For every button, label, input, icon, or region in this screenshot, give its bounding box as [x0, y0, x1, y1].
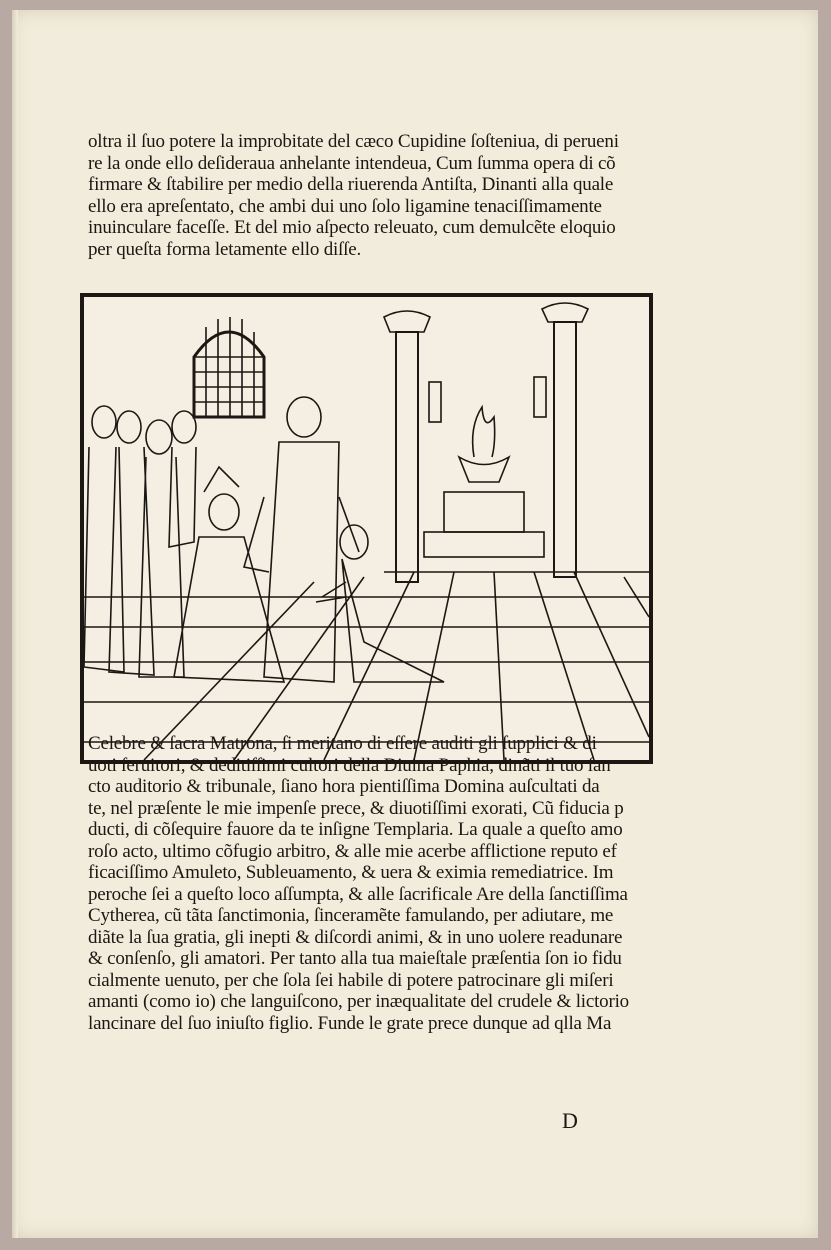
page-edge [12, 10, 18, 1238]
text-line: uoti ſeruitori, & deditiſſimi cultori della Diuina Paphia, dinãti il tuo ſan [88, 754, 611, 776]
text-line: peroche ſei a queſto loco aſſumpta, & alle ſacrificale Are della ſanctiſſima [88, 883, 628, 905]
top-text-block [88, 131, 668, 260]
text-line: cialmente uenuto, per che ſola ſei habile di potere patrocinare gli miſeri [88, 969, 614, 991]
text-line: te, nel præſente le mie impenſe prece, & diuotiſſimi exorati, Cũ fiducia p [88, 797, 624, 819]
temple-scene-illustration [84, 297, 649, 760]
text-line: Cytherea, cũ tãta ſanctimonia, ſinceramẽte famulando, per adiutare, me [88, 905, 614, 926]
text-line: & conſenſo, gli amatori. Per tanto alla tua maieſtale præſentia ſon io fidu [88, 948, 622, 969]
text-line: cto auditorio & tribunale, ſiano hora pientiſſima Domina auſcultati da [88, 776, 600, 797]
text-line: ducti, di cõſequire fauore da te inſigne Templaria. La quale a queſto amo [88, 819, 623, 840]
text-line: amanti (como io) che languiſcono, per inæqualitate del crudele & lictorio [88, 991, 629, 1012]
text-line: per queſta forma letamente ello diſſe. [88, 238, 362, 260]
text-line: ello era apreſentato, che ambi dui uno ſolo ligamine tenaciſſimamente [88, 195, 602, 217]
text-line: firmare & ſtabilire per medio della riuerenda Antiſta, Dinanti alla quale [88, 174, 614, 195]
text-line: lancinare del ſuo iniuſto figlio. Funde le grate prece dunque ad qlla Ma [88, 1012, 612, 1034]
bottom-text-block [88, 733, 668, 1034]
woodcut-illustration [80, 293, 653, 764]
text-line: oltra il ſuo potere la improbitate del cæco Cupidine ſoſteniua, di perueni [88, 131, 619, 152]
text-line: re la onde ello deſideraua anhelante intendeua, Cum ſumma opera di cõ [88, 152, 616, 174]
text-line: roſo acto, ultimo cõfugio arbitro, & alle mie acerbe afflictione reputo ef [88, 840, 617, 862]
text-line: ficaciſſimo Amuleto, Subleuamento, & uera & eximia remediatrice. Im [88, 862, 614, 883]
text-line: Celebre & ſacra Matrona, ſi meritano di eſſere auditi gli ſupplici & di [88, 733, 597, 754]
text-line: diãte la ſua gratia, gli inepti & diſcordi animi, & in uno uolere readunare [88, 926, 623, 948]
signature-mark: D [562, 1108, 579, 1133]
text-line: inuinculare faceſſe. Et del mio aſpecto releuato, cum demulcẽte eloquio [88, 217, 616, 238]
